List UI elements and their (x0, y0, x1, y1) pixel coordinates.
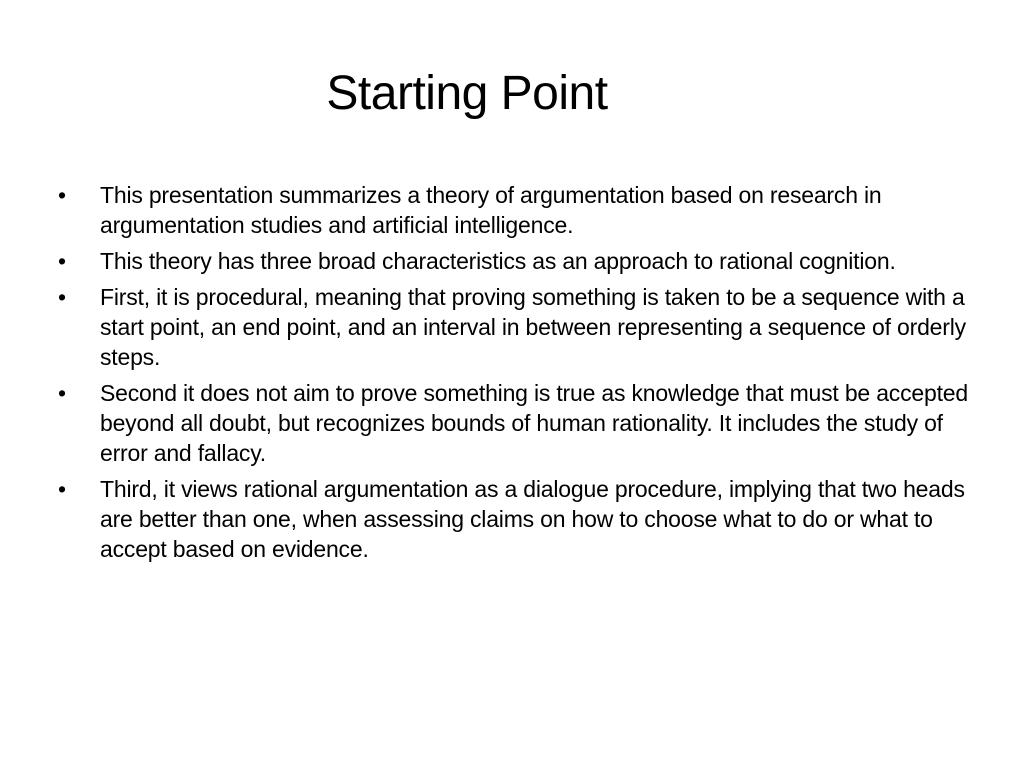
bullet-icon: • (58, 182, 66, 208)
bullet-icon: • (58, 248, 66, 274)
bullet-item (58, 474, 978, 564)
bullet-text: Third, it views rational argumentation as a dialogue procedure, implying that two heads are better than one, when assessing claims on how to choose what to do or what to accept based on evidence. (100, 476, 965, 562)
bullet-text: This theory has three broad characteristics as an approach to rational cognition. (100, 248, 896, 274)
bullet-text: This presentation summarizes a theory of argumentation based on research in argumentation studies and artificial intelligence. (100, 182, 882, 238)
bullet-icon: • (58, 380, 66, 406)
bullet-icon: • (58, 476, 66, 502)
bullet-icon: • (58, 284, 66, 310)
bullet-item (58, 246, 978, 276)
bullet-item (58, 282, 978, 372)
bullet-item (58, 378, 978, 468)
bullet-text: Second it does not aim to prove something is true as knowledge that must be accepted beyond all doubt, but recognizes bounds of human rationality. It includes the study of error and fallacy. (100, 380, 968, 466)
slide-title: Starting Point (326, 67, 608, 120)
bullet-item (58, 180, 978, 240)
bullet-list (58, 180, 978, 570)
bullet-text: First, it is procedural, meaning that proving something is taken to be a sequence with a start point, an end point, and an interval in between representing a sequence of orderly steps. (100, 284, 966, 370)
